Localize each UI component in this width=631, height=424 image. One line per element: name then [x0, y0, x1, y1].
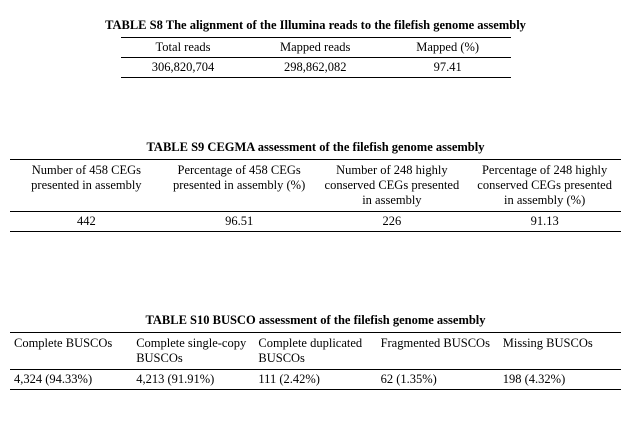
column-header: Number of 458 CEGs presented in assembly — [10, 159, 163, 211]
column-header: Fragmented BUSCOs — [377, 332, 499, 369]
table-cell: 306,820,704 — [121, 57, 246, 77]
column-header: Complete single-copy BUSCOs — [132, 332, 254, 369]
table-s9-caption: TABLE S9 CEGMA assessment of the filefish genome assembly — [146, 140, 485, 154]
table-cell: 298,862,082 — [246, 57, 385, 77]
table-row — [121, 57, 511, 77]
table-header-row — [10, 159, 621, 211]
column-header: Complete BUSCOs — [10, 332, 132, 369]
table-cell: 4,324 (94.33%) — [10, 369, 132, 389]
table-cell: 4,213 (91.91%) — [132, 369, 254, 389]
table-cell: 97.41 — [385, 57, 511, 77]
table-s10-caption: TABLE S10 BUSCO assessment of the filefish genome assembly — [145, 313, 486, 327]
table-s8-block — [0, 18, 631, 78]
table-cell: 198 (4.32%) — [499, 369, 621, 389]
column-header: Percentage of 458 CEGs presented in assembly (%) — [163, 159, 316, 211]
table-cell: 96.51 — [163, 211, 316, 231]
column-header: Percentage of 248 highly conserved CEGs presented in assembly (%) — [468, 159, 621, 211]
table-cell: 111 (2.42%) — [254, 369, 376, 389]
column-header: Complete duplicated BUSCOs — [254, 332, 376, 369]
table-s9 — [10, 159, 621, 232]
table-s8 — [121, 37, 511, 78]
table-row — [10, 369, 621, 389]
table-cell: 62 (1.35%) — [377, 369, 499, 389]
column-header: Number of 248 highly conserved CEGs presented in assembly — [316, 159, 469, 211]
table-row — [10, 211, 621, 231]
column-header: Mapped (%) — [385, 37, 511, 57]
table-cell: 91.13 — [468, 211, 621, 231]
column-header: Missing BUSCOs — [499, 332, 621, 369]
table-cell: 226 — [316, 211, 469, 231]
table-header-row — [121, 37, 511, 57]
table-s10-block — [0, 313, 631, 390]
table-s10 — [10, 332, 621, 390]
column-header: Total reads — [121, 37, 246, 57]
table-cell: 442 — [10, 211, 163, 231]
table-s8-caption: TABLE S8 The alignment of the Illumina reads to the filefish genome assembly — [105, 18, 526, 32]
table-s9-block — [0, 140, 631, 232]
table-header-row — [10, 332, 621, 369]
column-header: Mapped reads — [246, 37, 385, 57]
